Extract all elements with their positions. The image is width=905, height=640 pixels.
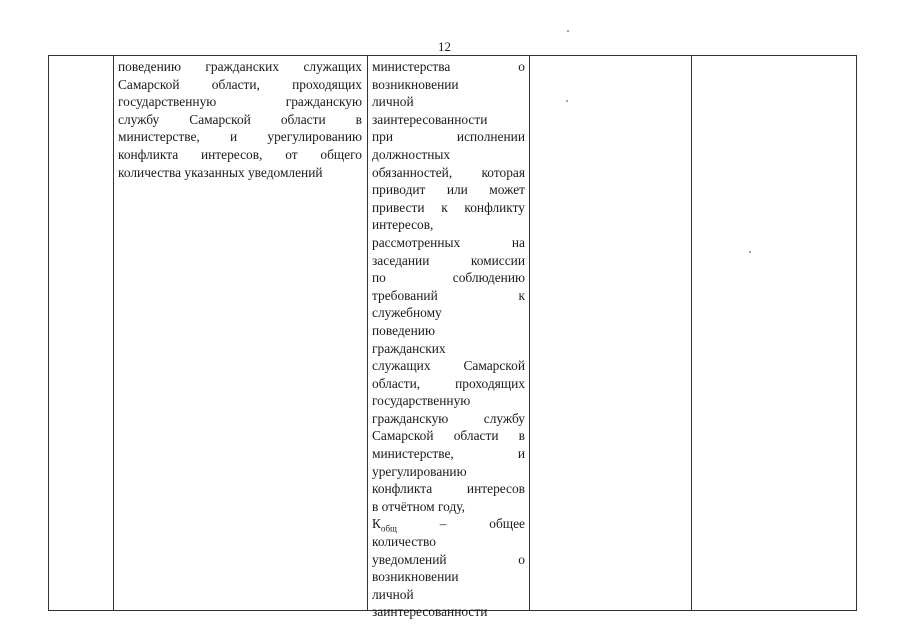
scan-speck	[567, 30, 569, 32]
column-divider	[367, 55, 368, 611]
text-line: привести к конфликту	[372, 199, 525, 215]
text-line: конфликта интересов, от общего	[118, 146, 362, 162]
column-divider	[113, 55, 114, 611]
text-line: требований к	[372, 287, 525, 303]
text-line: заседании комиссии	[372, 252, 525, 268]
scan-speck	[566, 100, 568, 102]
text-line: в отчётном году,	[372, 498, 465, 514]
text-line: Самарской области в	[372, 428, 525, 444]
text-line: гражданскую службу	[372, 410, 525, 426]
formula-subscript: общ	[380, 524, 397, 535]
text-line: интересов,	[372, 217, 434, 233]
text-line: служащих Самарской	[372, 358, 525, 374]
text-line: государственную гражданскую	[118, 94, 362, 110]
text-line: поведению гражданских служащих	[118, 59, 362, 74]
text-line: урегулированию	[372, 463, 467, 479]
scan-speck	[749, 251, 751, 253]
text-line: приводит или может	[372, 182, 525, 198]
text-line: министерстве, и урегулированию	[118, 129, 362, 145]
page-number: 12	[438, 39, 451, 54]
text-line: количество	[372, 534, 436, 550]
text-line: поведению	[372, 322, 435, 338]
text-line: личной	[372, 586, 414, 602]
table-cell-indicator-description	[118, 58, 362, 181]
text-line: заинтересованности	[372, 604, 488, 620]
formula-symbol: $К_{общ}$	[372, 516, 397, 535]
text-line: государственную	[372, 393, 471, 409]
text-line: при исполнении	[372, 129, 525, 145]
text-line: уведомлений о	[372, 551, 525, 567]
text-line: служебному	[372, 305, 442, 321]
text-line: гражданских	[372, 340, 446, 356]
column-divider	[529, 55, 530, 611]
text-line: министерства о	[372, 59, 525, 74]
text-line: заинтересованности	[372, 111, 488, 127]
formula-line	[372, 515, 525, 533]
text-line: количества указанных уведомлений	[118, 164, 323, 180]
text-line: возникновении	[372, 76, 459, 92]
text-line: должностных	[372, 146, 451, 162]
text-line: конфликта интересов	[372, 481, 525, 497]
text-line: обязанностей, которая	[372, 164, 525, 180]
text-line: службу Самарской области в	[118, 111, 362, 127]
formula-word: общее	[489, 516, 525, 532]
column-divider	[691, 55, 692, 611]
text-line: рассмотренных на	[372, 234, 525, 250]
text-line: области, проходящих	[372, 375, 525, 391]
text-line: Самарской области, проходящих	[118, 76, 362, 92]
table-cell-formula-description	[372, 58, 525, 621]
text-line: министерстве, и	[372, 446, 525, 462]
text-line: возникновении	[372, 569, 459, 585]
text-line: личной	[372, 94, 414, 110]
text-line: по соблюдению	[372, 270, 525, 286]
formula-dash: –	[439, 516, 447, 532]
